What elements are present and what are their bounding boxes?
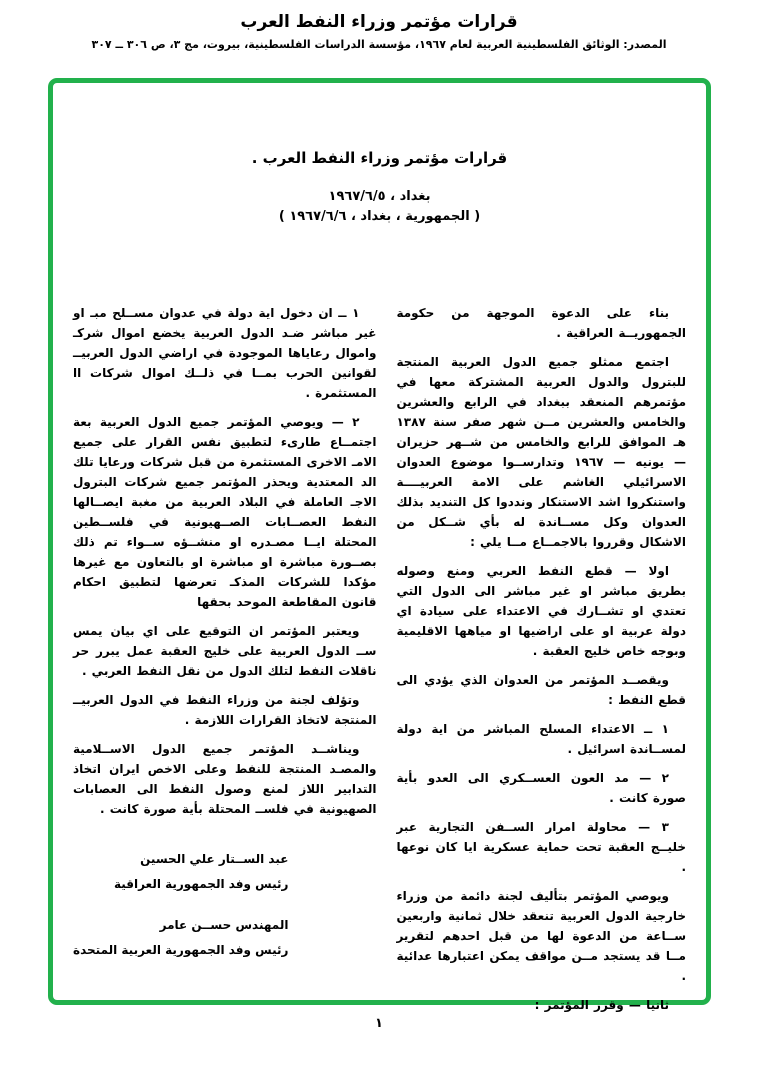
page-header (0, 0, 758, 51)
signature (73, 913, 376, 963)
page-number: ١ (375, 1016, 383, 1031)
header-title: قرارات مؤتمر وزراء النفط العرب (240, 12, 518, 32)
paragraph: ويوصي المؤتمر بتأليف لجنة دائمة من وزراء خارجية الدول العربية تنعقد خلال ثمانية واربعين ســاعة من الدعوة لها من قبل احدهم لتقرير مــا قد يستجد مــن مواقف يمكن اعتبارها عدائية . (396, 889, 686, 983)
paragraph: وتؤلف لجنة من وزراء النفط في الدول العربيــ المنتجة لاتخاذ القرارات اللازمة . (73, 693, 377, 727)
document-title: قرارات مؤتمر وزراء النفط العرب . (251, 149, 508, 167)
paragraph: ١ ــ الاعتداء المسلح المباشر من اية دولة لمســاندة اسرائيل . (396, 722, 686, 756)
paragraph: ويعتبر المؤتمر ان التوقيع على اي بيان يمس ســ الدول العربية على خليج العقبة عمل يبرر حر ناقلات النفط لتلك الدول من نقل النفط العربي . (73, 624, 377, 678)
right-column (396, 303, 686, 1024)
paragraph: ٣ — محاولة امرار الســفن التجارية عبر خليــج العقبة تحت حماية عسكرية ايا كان نوعها . (396, 820, 686, 874)
signatory-name: المهندس حســن عامر (159, 918, 289, 932)
paragraph: ٢ — مد العون العســكري الى العدو بأية صورة كانت . (396, 771, 686, 805)
paragraph: ويناشــد المؤتمر جميع الدول الاســلامية والمصـد المنتجة للنفط وعلى الاخص ايران اتخاذ التدابير اللاز لمنع وصول النفط الى العصابات الصهيونية في فلســ المحتلة بأية صورة كانت . (73, 742, 377, 816)
paragraph: ويقصــد المؤتمر من العدوان الذي يؤدي الى قطع النفط : (396, 673, 686, 707)
document-dateline-1: بغداد ، ١٩٦٧/٦/٥ (328, 189, 431, 204)
paragraph: ثانيا — وقرر المؤتمر : (534, 998, 669, 1012)
paragraph: ١ ــ ان دخول اية دولة في عدوان مســلح مبـ او غير مباشر ضـد الدول العربية يخضع اموال شركـ واموال رعاياها الموجودة في اراضي الدول العربيــ لقوانين الحرب بمــا في ذلــك اموال شركات اا المستثمرة . (73, 306, 377, 400)
signature (73, 847, 376, 897)
paragraph: اولا — قطع النفط العربي ومنع وصوله بطريق مباشر او غير مباشر الى الدول التي تعتدي او تشــارك في الاعتداء على سيادة اي دولة عربية او على اراضيها او مياهها الاقليمية وبوجه خاص خليج العقبة . (396, 564, 686, 658)
signatory-title: رئيس وفد الجمهورية العربية المتحدة (73, 943, 289, 957)
document-frame (48, 78, 711, 1012)
header-source-citation: المصدر: الوثائق الفلسطينية العربية لعام ١٩٦٧، مؤسسة الدراسات الفلسطينية، بيروت، مج ٣، ص ٣٠٦ ــ ٣٠٧ (91, 38, 667, 51)
paragraph: بناء على الدعوة الموجهة من حكومة الجمهوريــة العراقية . (396, 306, 686, 340)
left-column (73, 303, 376, 1024)
paragraph: ٢ — ويوصي المؤتمر جميع الدول العربية بعة اجتمــاع طارىء لتطبيق نفس القرار على جميع الامـ الاخرى المستثمرة من قبل شركات ورعايا تلك الد المعتدية ويحذر المؤتمر جميع شركات البترول الاجـ العاملة في البلاد العربية من مغبة ايصــالها النفط العصــابات الصــهيونية في فلســطين المحتلة ايــا مصـدره او منشــؤه ســواء تم ذلك بصــورة مباشرة او مباشرة او بالتعاون مع غيرها مؤكدا للشركات المذكـ تعرضها لتطبيق احكام قانون المقاطعة الموحد بحقها (73, 415, 377, 609)
two-column-body (53, 303, 706, 1024)
paragraph: اجتمع ممثلو جميع الدول العربية المنتجة للبترول والدول العربية المشتركة معها في مؤتمرهم المنعقد ببغداد في الرابع والعشرين والخامس والعشرين مــن شهر صفر سنة ١٣٨٧ هـ الموافق للرابع والخامس من شــهر حزيران — يونيه — ١٩٦٧ وتدارســوا موضوع العدوان الاسرائيلي الغاشم على الامة العربيــــة واستنكروا اشد الاستنكار ونددوا كل التنديد بذلك العدوان وكل مســاندة له بأي شــكل من الاشكال وقرروا بالاجمــاع مــا يلي : (396, 355, 686, 549)
signatory-name: عبد الســتار علي الحسين (140, 852, 289, 866)
signature-block (73, 847, 376, 963)
document-dateline-2: ( الجمهورية ، بغداد ، ١٩٦٧/٦/٦ ) (278, 209, 481, 224)
signatory-title: رئيس وفد الجمهورية العراقية (113, 877, 289, 891)
